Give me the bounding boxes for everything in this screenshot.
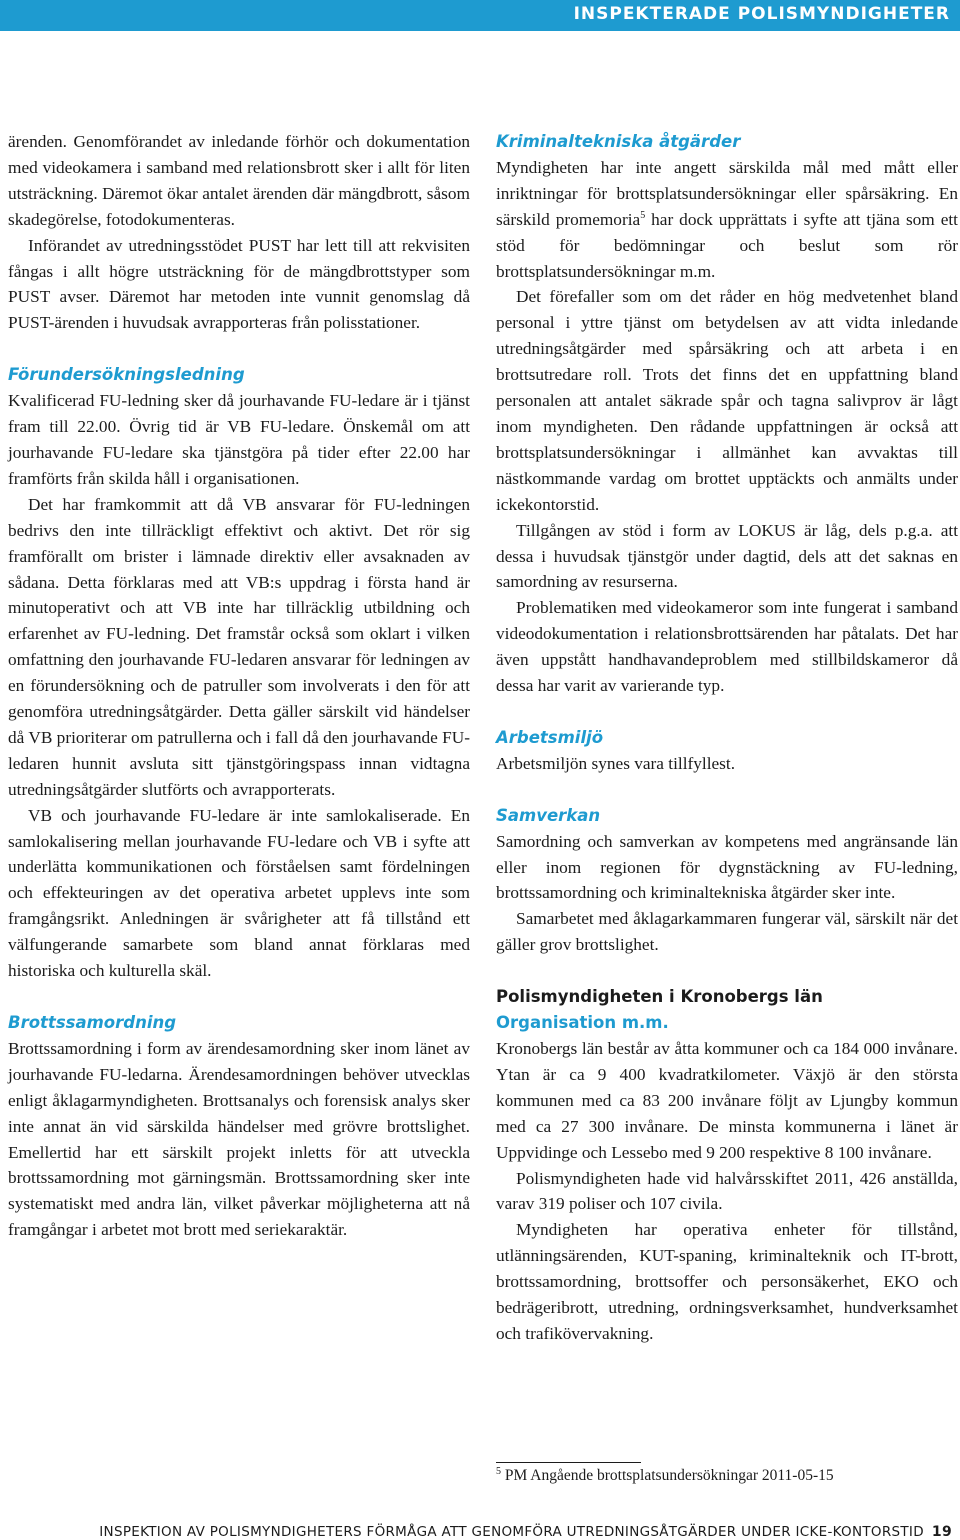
running-footer bbox=[0, 1524, 952, 1540]
section-heading-brottssamordning: Brottssamordning bbox=[8, 1013, 177, 1032]
paragraph: Kronobergs län består av åtta kommuner och ca 184 000 invånare. Ytan är ca 9 400 kvadratkilometer. Växjö är den största kommunen med ca 83 200 invånare följt av Ljungby kommun med ca 27 300 invånare. De minsta kommunerna i länet är Uppvidinge och Lessebo med 9 200 respektive 8 100 invånare. bbox=[496, 1039, 958, 1162]
section-heading-arbetsmiljo: Arbetsmiljö bbox=[496, 727, 604, 747]
page-number: 19 bbox=[931, 1524, 952, 1540]
section-heading-organisation: Organisation m.m. bbox=[496, 1013, 669, 1033]
paragraph: Polismyndigheten hade vid halvårsskiftet 2011, 426 anställda, varav 319 poliser och 107 civila. bbox=[496, 1168, 958, 1214]
footnote-ref: 5 bbox=[640, 209, 646, 221]
paragraph: Samordning och samverkan av kompetens med angränsande län eller inom regionen för dygnstäckning av FU-ledning, brottssamordning och kriminaltekniska åtgärder sker inte. bbox=[496, 831, 958, 903]
paragraph: Brottssamordning i form av ärendesamordning sker inom länet av jourhavande FU-ledarna. Ärendesamordningen behöver utvecklas enligt åklagarmyndigheten. Brottsanalys och forensisk analys sker inte annat än vid särskilda händelser med grövre brottslighet. Emellertid har ett särskilt projekt inletts för att utveckla brottssamordning mot gärningsmän. Brottssamordning sker inte systematiskt med andra län, vilket påverkar möjligheterna att nå framgångar i arbetet mot brott med seriekaraktär. bbox=[8, 1038, 470, 1240]
footnote bbox=[496, 1466, 834, 1486]
paragraph: Det förefaller som om det råder en hög medvetenhet bland personal i yttre tjänst om betydelsen av att vidta inledande utredningsåtgärder med spårsäkring och att arbeta i en brottsutredare roll. Trots det finns det en uppfattning bland personalen att antalet säkrade spår och tagna salivprov är lågt inom myndigheten. Den rådande uppfattningen är också att brottsplatsundersökningar i allmänhet kan avvaktas till nästkommande vardag om brottet upptäckts och anmälts under ickekontorstid. bbox=[496, 287, 958, 514]
running-header-title: INSPEKTERADE POLISMYNDIGHETER bbox=[573, 4, 950, 24]
footnote-number: 5 bbox=[496, 1465, 501, 1477]
header-bar bbox=[0, 0, 960, 31]
paragraph: Samarbetet med åklagarkammaren fungerar väl, särskilt när det gäller grov brottslighet. bbox=[496, 909, 958, 955]
footnote-divider bbox=[496, 1462, 641, 1463]
paragraph: Införandet av utredningsstödet PUST har lett till att rekvisiten fångas i allt högre utsträckning för de mängdbrottstyper som PUST avser. Däremot har metoden inte vunnit genomslag då PUST-ärenden i huvudsak avrapporteras från polisstationer. bbox=[8, 235, 470, 333]
footer-title: INSPEKTION AV POLISMYNDIGHETERS FÖRMÅGA ATT GENOMFÖRA UTREDNINGSÅTGÄRDER UNDER ICKE-KONTORSTID bbox=[99, 1524, 924, 1540]
left-column bbox=[8, 129, 470, 1243]
section-heading-forundersokningsledning: Förundersökningsledning bbox=[8, 365, 245, 385]
paragraph: Problematiken med videokameror som inte fungerat i samband videodokumentation i relationsbrottsärenden har påtalats. Det har även uppstått handhavandeproblem med stillbildskameror då dessa har varit av varierande typ. bbox=[496, 598, 958, 696]
paragraph: Tillgången av stöd i form av LOKUS är låg, dels p.g.a. att dessa i huvudsak tjänstgör under dagtid, dels att det saknas en samordning av resurserna. bbox=[496, 520, 958, 592]
section-heading-kronoberg: Polismyndigheten i Kronobergs län bbox=[496, 987, 823, 1007]
paragraph: ärenden. Genomförandet av inledande förhör och dokumentation med videokamera i samband med relationsbrott sker i allt för liten utsträckning. Däremot ökar antalet ärenden där mängdbrott, såsom skadegörelse, fotodokumenteras. bbox=[8, 132, 470, 229]
paragraph: Myndigheten har operativa enheter för tillstånd, utlänningsärenden, KUT-spaning, kriminalteknik och IT-brott, brottssamordning, brottsoffer och personsäkerhet, EKO och bedrägeribrott, utredning, ordningsverksamhet, hundverksamhet och trafikövervakning. bbox=[496, 1220, 958, 1343]
paragraph: VB och jourhavande FU-ledare är inte samlokaliserade. En samlokalisering mellan jourhavande FU-ledare och VB i syfte att underlätta kommunikationen och förståelsen samt fördelningen och effekteuringen av det operativa arbetet upplevs inte som framgångsrikt. Anledningen är svårigheter att få tillstånd ett välfungerande samarbete som bland annat förklaras med historiska och kulturella skäl. bbox=[8, 805, 470, 981]
right-column bbox=[496, 129, 958, 1347]
paragraph: Myndigheten har inte angett särskilda mål med mått eller inriktningar för brottsplatsundersökningar eller spårsäkring. En särskild promemoria$^5$ har dock upprättats i syfte att tjäna som ett stöd för bedömningar och beslut som rör brottsplatsundersökningar m.m. bbox=[496, 157, 958, 281]
section-heading-samverkan: Samverkan bbox=[496, 805, 601, 825]
paragraph: Det har framkommit att då VB ansvarar för FU-ledningen bedrivs den inte tillräckligt effektivt och aktivt. Det rör sig framförallt om brister i lämnade direktiv eller avsaknaden av sådana. Detta förklaras med att VB:s uppdrag i första hand är minutoperativt och att VB inte har tillräcklig utbildning och erfarenhet av FU-ledning. Det framstår också som oklart i vilken omfattning den jourhavande FU-ledaren ansvarar för ledningen av en förundersökning och de patruller som involverats i den för att genomföra utredningsåtgärder. Detta gäller särskilt vid händelser då VB prioriterar om patrullerna och i fall då den jourhavande FU-ledaren hunnit avsluta sitt tjänstgöringspass innan vidtagna utredningsåtgärder slutförts och avrapporterats. bbox=[8, 494, 470, 799]
footnote-text: PM Angående brottsplatsundersökningar 2011-05-15 bbox=[501, 1467, 834, 1484]
paragraph: Arbetsmiljön synes vara tillfyllest. bbox=[496, 753, 736, 773]
section-heading-kriminaltekniska: Kriminaltekniska åtgärder bbox=[496, 132, 741, 151]
paragraph: Kvalificerad FU-ledning sker då jourhavande FU-ledare är i tjänst fram till 22.00. Övrig tid är VB FU-ledare. Önskemål om att jourhavande FU-ledare ska tjänstgöra på tider efter 22.00 har framförts från skilda håll i organisationen. bbox=[8, 391, 470, 488]
